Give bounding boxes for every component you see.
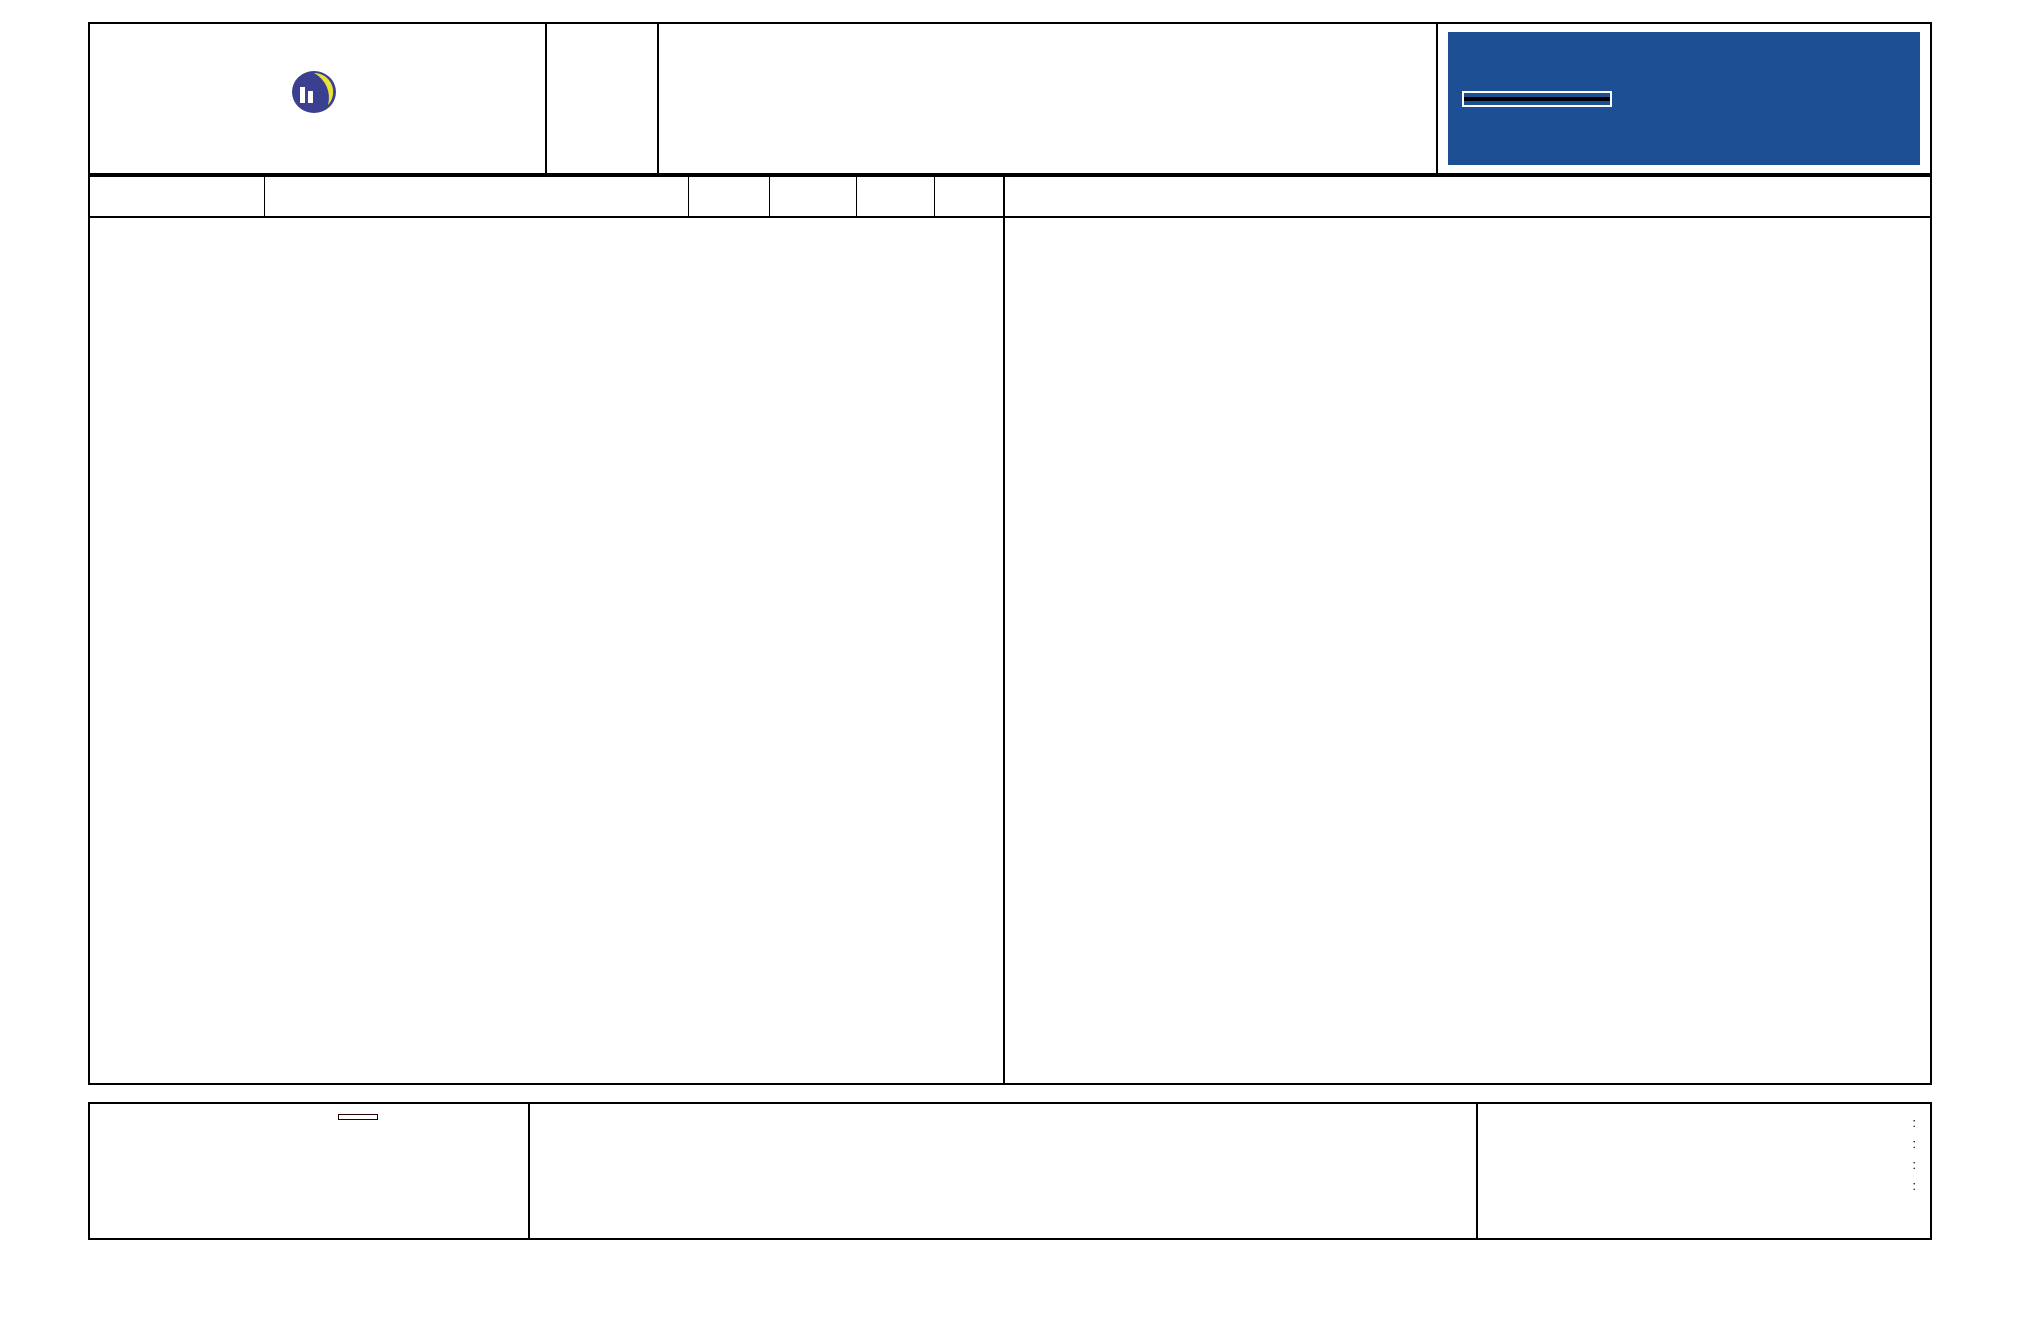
schedule-report-page: [88, 22, 1932, 1240]
legend-box: [90, 1104, 530, 1238]
report-header: [88, 22, 1932, 175]
header-spacer: [547, 24, 659, 173]
schedule-chart-area: [88, 175, 1932, 1085]
report-footer: [88, 1102, 1932, 1240]
legend-summary-item: [330, 1114, 396, 1120]
table-header: [90, 177, 1003, 218]
timeline-header: [1003, 177, 1930, 218]
col-header-total-float: [935, 177, 1003, 216]
footer-center: [530, 1104, 1478, 1238]
col-header-finish: [857, 177, 935, 216]
sanbag-logo: [1438, 24, 1930, 173]
riverside-logo: [90, 24, 547, 173]
gantt-area: [1003, 218, 1930, 1083]
col-header-start: [770, 177, 857, 216]
col-header-activity-id: [90, 177, 265, 216]
summary-bar-icon: [338, 1114, 378, 1120]
footer-dates: : : : :: [1912, 1115, 1916, 1193]
sanbag-badge: [1462, 91, 1612, 107]
col-header-activity-name: [265, 177, 689, 216]
col-header-original-duration: [689, 177, 770, 216]
report-title: [659, 24, 1438, 173]
riverside-logo-icon: [288, 69, 340, 120]
